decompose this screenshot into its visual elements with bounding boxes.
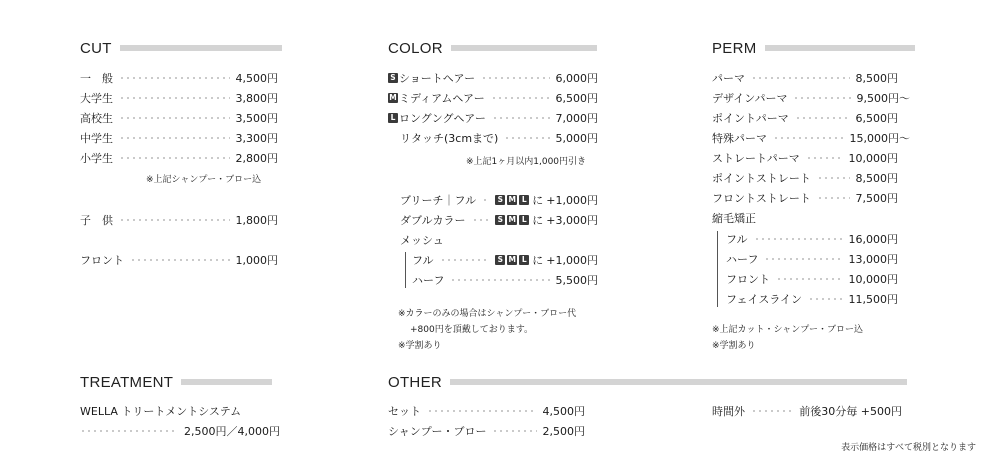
price-value: 8,500円 (855, 172, 898, 185)
price-value: +1,000円 (546, 254, 598, 267)
color-section (388, 38, 597, 58)
price-label: ブリーチ｜フル (400, 194, 477, 207)
price-label: ダブルカラー (400, 214, 466, 227)
price-label: ロングングヘアー (399, 112, 486, 125)
price-label: WELLA トリートメントシステム (80, 405, 242, 418)
dot-leader (491, 97, 550, 99)
dot-leader (808, 298, 842, 300)
color-row-mesh-half (412, 270, 598, 290)
size-badge: L (519, 195, 529, 205)
sml-badges (495, 215, 530, 225)
heading-bar (765, 45, 915, 51)
dot-leader (806, 157, 843, 159)
dot-leader (450, 279, 549, 281)
size-badge: M (508, 195, 517, 204)
cut-section (80, 38, 282, 58)
price-label: フロント (726, 273, 770, 286)
perm-row-shrink-half (726, 249, 898, 269)
price-value: 15,000円〜 (849, 132, 910, 145)
price-value: 3,300円 (235, 132, 278, 145)
price-label: パーマ (712, 72, 745, 85)
price-value: 1,000円 (235, 254, 278, 267)
price-value: +1,000円 (546, 194, 598, 207)
size-badge: L (519, 215, 529, 225)
suffix-text: に (532, 214, 544, 227)
color-row-long (388, 108, 598, 128)
perm-title: PERM (712, 39, 757, 57)
dot-leader (119, 117, 230, 119)
dot-leader (119, 157, 230, 159)
price-value: 4,500円 (542, 405, 585, 418)
perm-row-perm (712, 68, 898, 88)
dot-leader (492, 117, 550, 119)
dot-leader (793, 97, 850, 99)
dot-leader (427, 410, 537, 412)
heading-bar (181, 379, 272, 385)
other-row-set (388, 401, 585, 421)
perm-row-shrink-faceline (726, 289, 898, 309)
color-title: COLOR (388, 39, 443, 57)
size-badge: S (388, 73, 398, 83)
cut-row-general (80, 68, 278, 88)
treatment-row-label (80, 401, 280, 421)
other-row-shampoo-blow (388, 421, 585, 441)
price-label: ハーフ (726, 253, 759, 266)
other-heading (388, 372, 907, 392)
color-row-bleach (400, 190, 598, 210)
heading-bar (120, 45, 282, 51)
perm-row-design (712, 88, 910, 108)
suffix-text: に (532, 194, 544, 207)
price-value: 3,800円 (235, 92, 278, 105)
size-badge: M (508, 215, 517, 224)
cut-row-kids (80, 210, 278, 230)
price-value: 10,000円 (848, 152, 898, 165)
suffix-text: に (532, 254, 544, 267)
cut-heading (80, 38, 282, 58)
size-badge: M (389, 93, 397, 102)
price-label: 縮毛矯正 (712, 212, 756, 225)
price-label: フロントストレート (712, 192, 811, 205)
dot-leader (482, 199, 489, 201)
color-discount-note: ※上記1ヶ月以内1,000円引き (466, 157, 587, 167)
price-label: セット (388, 405, 421, 418)
price-label: 子 供 (80, 214, 113, 227)
perm-row-special (712, 128, 910, 148)
dot-leader (481, 77, 549, 79)
perm-row-front-straight (712, 188, 898, 208)
price-value: 3,500円 (235, 112, 278, 125)
price-value: 6,500円 (855, 112, 898, 125)
price-value: 5,000円 (555, 132, 598, 145)
cut-title: CUT (80, 39, 112, 57)
dot-leader (119, 97, 230, 99)
perm-heading (712, 38, 915, 58)
color-row-short (388, 68, 598, 88)
color-only-note-line2: +800円を頂戴しております。 (410, 325, 533, 335)
dot-leader (795, 117, 850, 119)
dot-leader (817, 197, 850, 199)
dot-leader (119, 137, 230, 139)
price-label: シャンプー・ブロー (388, 425, 487, 438)
price-label: ポイントパーマ (712, 112, 789, 125)
price-label: 高校生 (80, 112, 113, 125)
dot-leader (754, 238, 843, 240)
size-badge: S (495, 255, 505, 265)
dot-leader (119, 219, 230, 221)
perm-row-point-straight (712, 168, 898, 188)
price-value: 10,000円 (848, 273, 898, 286)
dot-leader (773, 137, 844, 139)
treatment-heading (80, 372, 272, 392)
dot-leader (80, 430, 178, 432)
perm-student-note: ※学割あり (712, 341, 756, 351)
cut-row-elementary (80, 148, 278, 168)
price-value: 11,500円 (848, 293, 898, 306)
color-only-note-line1: ※カラーのみの場合はシャンプー・ブロー代 (398, 309, 577, 319)
price-value: 16,000円 (848, 233, 898, 246)
size-badge: L (388, 113, 398, 123)
price-label: メッシュ (400, 234, 444, 247)
price-value: 7,000円 (555, 112, 598, 125)
dot-leader (817, 177, 850, 179)
dot-leader (119, 77, 230, 79)
dot-leader (776, 278, 843, 280)
price-label: フロント (80, 254, 124, 267)
dot-leader (440, 259, 490, 261)
dot-leader (130, 259, 230, 261)
price-value: 7,500円 (855, 192, 898, 205)
perm-row-shrink-full (726, 229, 898, 249)
size-badge: S (495, 215, 505, 225)
perm-row-straight (712, 148, 898, 168)
cut-row-front (80, 250, 278, 270)
price-label: デザインパーマ (712, 92, 788, 105)
heading-bar (450, 379, 907, 385)
price-value: 6,000円 (555, 72, 598, 85)
mesh-bracket-line (405, 252, 406, 288)
price-label: 時間外 (712, 405, 745, 418)
heading-bar (451, 45, 597, 51)
size-badge: M (508, 255, 517, 264)
color-row-retouch (400, 128, 598, 148)
dot-leader (751, 410, 793, 412)
treatment-title: TREATMENT (80, 373, 174, 391)
sml-badges (495, 195, 530, 205)
dot-leader (472, 219, 490, 221)
dot-leader (492, 430, 536, 432)
price-value: 4,500円 (235, 72, 278, 85)
cut-row-university (80, 88, 278, 108)
price-value: 8,500円 (855, 72, 898, 85)
dot-leader (751, 77, 850, 79)
dot-leader (504, 137, 549, 139)
perm-row-point (712, 108, 898, 128)
price-label: リタッチ(3cmまで) (400, 132, 499, 145)
perm-row-shrink-front (726, 269, 898, 289)
cut-note: ※上記シャンプー・ブロー込 (146, 175, 262, 185)
price-label: ストレートパーマ (712, 152, 800, 165)
price-label: 特殊パーマ (712, 132, 767, 145)
price-label: 小学生 (80, 152, 113, 165)
size-badge: L (519, 255, 529, 265)
other-section (388, 372, 907, 392)
perm-row-shrink-label (712, 208, 898, 228)
price-value: 2,800円 (235, 152, 278, 165)
price-label: ショートヘアー (399, 72, 476, 85)
price-value: 2,500円 (542, 425, 585, 438)
price-label: 一 般 (80, 72, 113, 85)
treatment-section (80, 372, 272, 392)
dot-leader (764, 258, 842, 260)
size-badge: S (495, 195, 505, 205)
price-label: フル (412, 254, 434, 267)
price-value: 5,500円 (555, 274, 598, 287)
treatment-row-price (74, 421, 280, 441)
color-student-note: ※学割あり (398, 341, 442, 351)
price-label: ハーフ (412, 274, 445, 287)
other-title: OTHER (388, 373, 442, 391)
perm-includes-note: ※上記カット・シャンプー・ブロー込 (712, 325, 864, 335)
tax-footer-note: 表示価格はすべて税別となります (841, 443, 976, 453)
color-row-double (400, 210, 598, 230)
perm-section (712, 38, 915, 58)
color-heading (388, 38, 597, 58)
price-label: フル (726, 233, 748, 246)
price-value: 2,500円／4,000円 (184, 425, 280, 438)
cut-row-highschool (80, 108, 278, 128)
price-label: 中学生 (80, 132, 113, 145)
other-row-overtime (712, 401, 902, 421)
price-label: 大学生 (80, 92, 113, 105)
price-value: 13,000円 (848, 253, 898, 266)
shrink-bracket-line (717, 231, 718, 307)
price-label: フェイスライン (726, 293, 803, 306)
price-value: 9,500円〜 (856, 92, 910, 105)
color-row-mesh-full (412, 250, 598, 270)
cut-row-middleschool (80, 128, 278, 148)
price-label: ポイントストレート (712, 172, 811, 185)
price-value: 6,500円 (555, 92, 598, 105)
sml-badges (495, 255, 530, 265)
price-value: +3,000円 (546, 214, 598, 227)
price-value: 前後30分毎 +500円 (799, 405, 902, 418)
color-row-medium (388, 88, 598, 108)
price-value: 1,800円 (235, 214, 278, 227)
color-row-mesh-label (400, 230, 598, 250)
price-label: ミディアムヘアー (399, 92, 485, 105)
